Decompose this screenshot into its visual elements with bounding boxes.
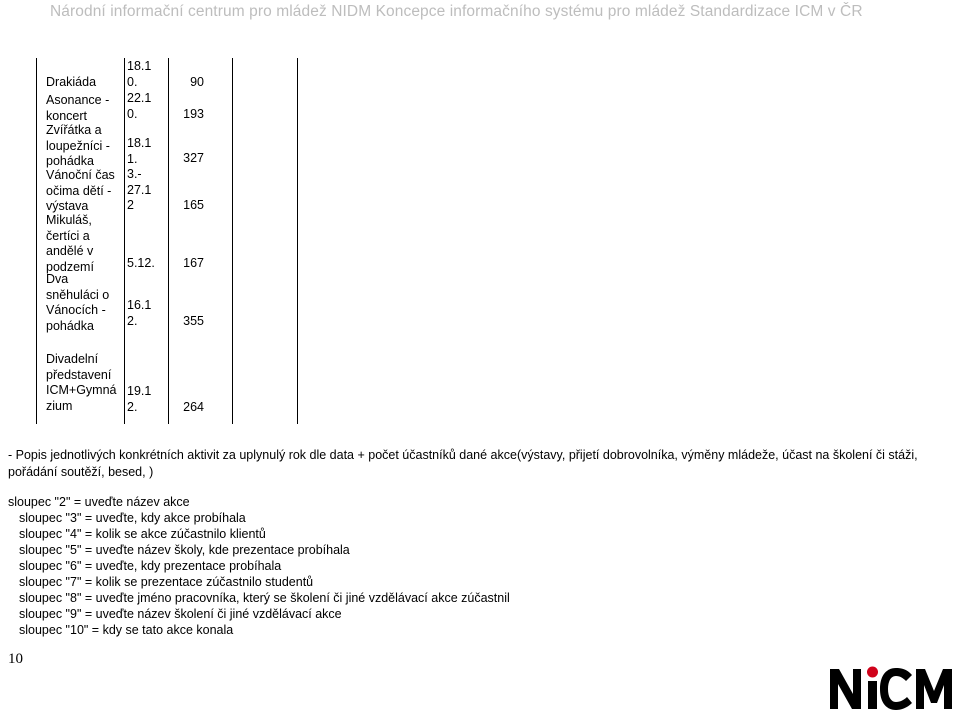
participant-count: 167	[183, 256, 204, 270]
activity-date: 3.- 27.1 2	[127, 167, 152, 212]
instruction-line: sloupec "4" = kolik se akce zúčastnilo klientů	[19, 527, 266, 541]
activity-name: Divadelní představení ICM+Gymná zium	[46, 352, 117, 413]
participant-count: 355	[183, 314, 204, 328]
table-border-col3	[232, 58, 233, 424]
table-border-left	[36, 58, 37, 424]
nicm-logo-mark	[826, 663, 960, 713]
nicm-logo	[826, 663, 960, 713]
activity-date: 22.1 0.	[127, 91, 152, 121]
activity-name: Asonance - koncert	[46, 93, 110, 123]
instruction-line: sloupec "9" = uveďte název školení či jiné vzdělávací akce	[19, 607, 342, 621]
activity-date: 18.1 0.	[127, 59, 152, 89]
participant-count: 327	[183, 151, 204, 165]
activity-date: 5.12.	[127, 256, 155, 270]
table-border-col4	[297, 58, 298, 424]
activity-name: Drakiáda	[46, 75, 97, 89]
activity-name: Vánoční čas očima dětí - výstava	[46, 168, 115, 213]
instruction-line: sloupec "5" = uveďte název školy, kde prezentace probíhala	[19, 543, 350, 557]
table-border-col1	[124, 58, 125, 424]
participant-count: 193	[183, 107, 204, 121]
page-number: 10	[8, 651, 23, 667]
instruction-line: sloupec "6" = uveďte, kdy prezentace probíhala	[19, 559, 282, 573]
document-header: Národní informační centrum pro mládež NIDM Koncepce informačního systému pro mládež Standardizace ICM v ČR	[50, 3, 863, 20]
activity-name: Mikuláš, čertíci a andělé v podzemí	[46, 213, 94, 274]
instruction-line: sloupec "7" = kolik se prezentace zúčastnilo studentů	[19, 575, 314, 589]
participant-count: 90	[190, 75, 204, 89]
instruction-line: sloupec "10" = kdy se tato akce konala	[19, 623, 234, 637]
activity-name: Zvířátka a loupežníci - pohádka	[46, 123, 110, 168]
description-note: - Popis jednotlivých konkrétních aktivit za uplynulý rok dle data + počet účastníků dané akce(výstavy, přijetí dobrovolníka, výměny mládeže, účast na školení či stáži, pořádání soutěží, besed, )	[8, 448, 918, 479]
participant-count: 165	[183, 198, 204, 212]
instruction-line: sloupec "3" = uveďte, kdy akce probíhala	[19, 511, 246, 525]
participant-count: 264	[183, 400, 204, 414]
activity-name: Dva sněhuláci o Vánocích - pohádka	[46, 272, 110, 333]
activity-date: 18.1 1.	[127, 136, 152, 166]
activity-date: 16.1 2.	[127, 298, 152, 328]
instruction-line: sloupec "2" = uveďte název akce	[8, 495, 190, 509]
activity-date: 19.1 2.	[127, 384, 152, 414]
instruction-line: sloupec "8" = uveďte jméno pracovníka, který se školení či jiné vzdělávací akce zúčastnil	[19, 591, 510, 605]
